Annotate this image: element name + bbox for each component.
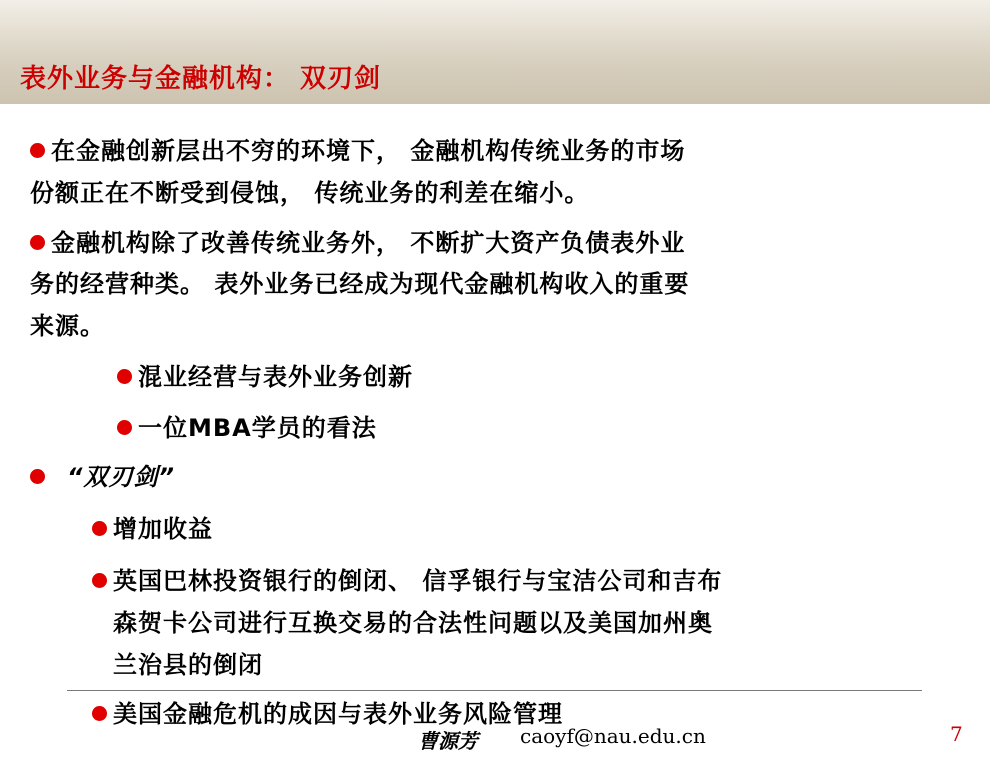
sub-bullet-5	[92, 694, 563, 729]
bullet-dot-icon	[117, 420, 132, 435]
page-number: 7	[950, 722, 963, 746]
bullet-2-line-1	[30, 223, 685, 258]
sub-bullet-4-line-3: 兰治县的倒闭	[113, 651, 263, 679]
slide-title: 表外业务与金融机构： 双刃剑	[20, 64, 382, 94]
sub-bullet-3-text: 增加收益	[113, 515, 213, 543]
bullet-dot-icon	[92, 706, 107, 721]
bullet-dot-icon	[30, 469, 45, 484]
bullet-1-line-1	[30, 131, 685, 166]
bullet-1-line-2: 份额正在不断受到侵蚀， 传统业务的利差在缩小。	[30, 179, 590, 207]
bullet-1-text: 在金融创新层出不穷的环境下， 金融机构传统业务的市场	[51, 137, 686, 165]
bullet-3	[30, 457, 175, 492]
bullet-dot-icon	[92, 573, 107, 588]
sub-bullet-4-line-1	[92, 561, 722, 596]
bullet-dot-icon	[30, 235, 45, 250]
bullet-2-line-2: 务的经营种类。 表外业务已经成为现代金融机构收入的重要	[30, 270, 690, 298]
sub-bullet-1-text: 混业经营与表外业务创新	[138, 363, 413, 391]
bullet-dot-icon	[30, 143, 45, 158]
bullet-dot-icon	[92, 521, 107, 536]
bullet-2-text: 金融机构除了改善传统业务外， 不断扩大资产负债表外业	[51, 229, 686, 257]
footer-divider	[67, 690, 922, 691]
sub-bullet-2-text: 一位MBA学员的看法	[138, 414, 377, 442]
sub-bullet-1	[117, 357, 413, 392]
sub-bullet-3	[92, 509, 213, 544]
footer-email: caoyf@nau.edu.cn	[520, 724, 706, 748]
sub-bullet-4-line-2: 森贺卡公司进行互换交易的合法性问题以及美国加州奥	[113, 609, 713, 637]
footer-author: 曹源芳	[418, 729, 478, 753]
bullet-2-line-3: 来源。	[30, 312, 105, 340]
sub-bullet-2	[117, 408, 377, 443]
bullet-dot-icon	[117, 369, 132, 384]
sub-bullet-4-text: 英国巴林投资银行的倒闭、 信孚银行与宝洁公司和吉布	[113, 567, 723, 595]
double-edged-sword-label: “双刃剑”	[67, 463, 175, 491]
sub-bullet-5-text: 美国金融危机的成因与表外业务风险管理	[113, 700, 563, 728]
